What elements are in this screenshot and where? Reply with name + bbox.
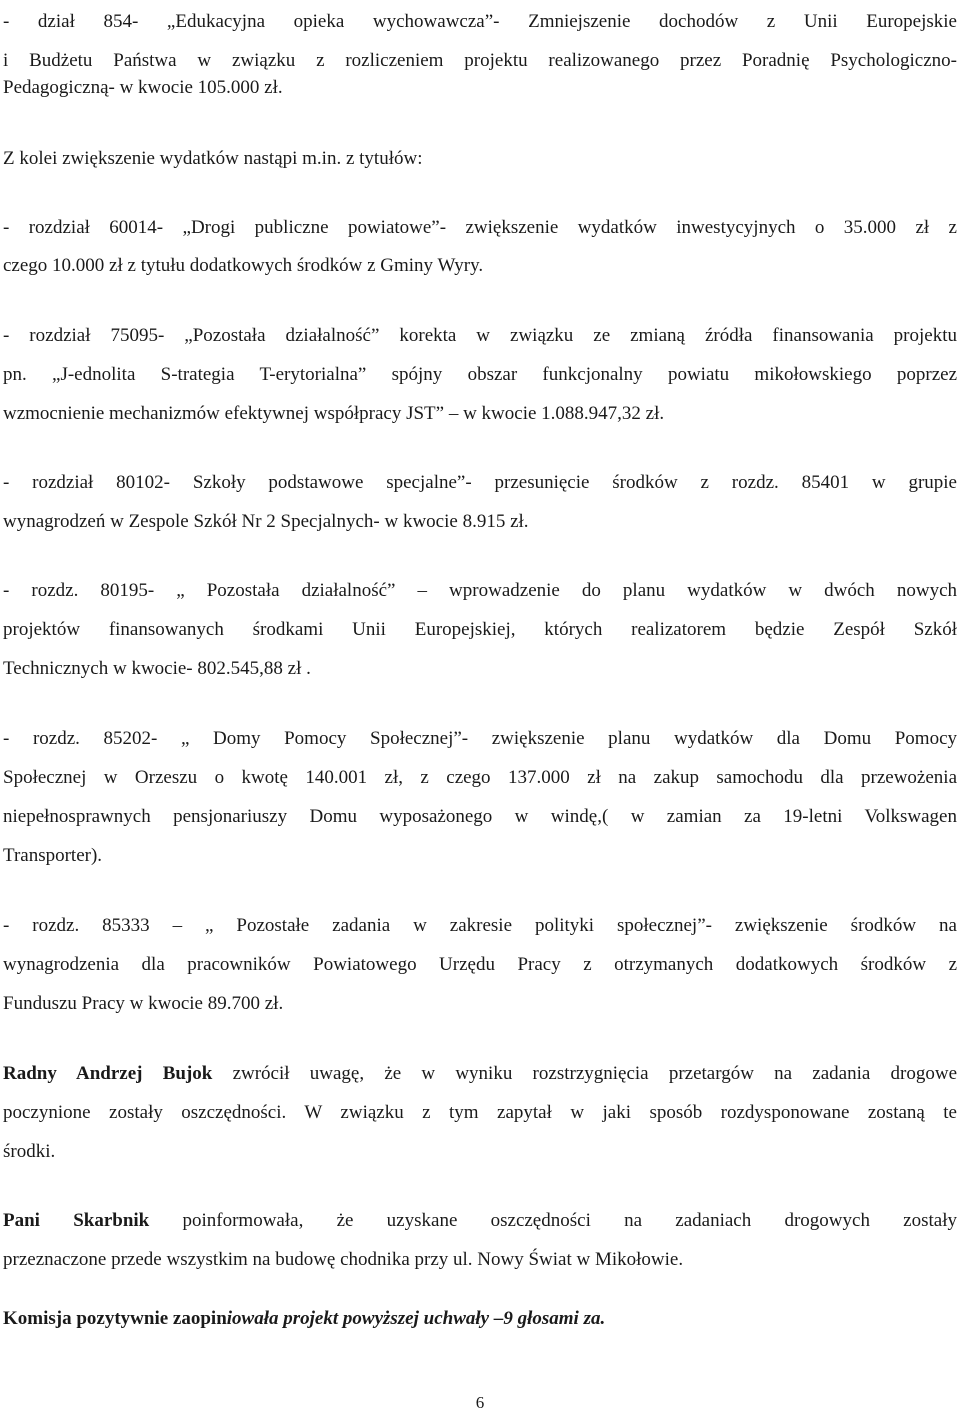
text-segment: poinformowała, że uzyskane oszczędności na zadaniach drogowych zostały [149, 1210, 958, 1231]
text-line: Transporter). [3, 845, 103, 866]
text-line: przeznaczone przede wszystkim na budowę chodnika przy ul. Nowy Świat w Mikołowie. [3, 1249, 684, 1270]
skarbnik-line [3, 1210, 957, 1232]
text-line: pn. „J-ednolita S-trategia T-erytorialna” spójny obszar funkcjonalny powiatu mikołowskiego poprzez [3, 364, 957, 385]
text-line: - rozdz. 80195- „ Pozostała działalność” – wprowadzenie do planu wydatków w dwóch nowych [3, 580, 957, 601]
text-line: projektów finansowanych środkami Unii Europejskiej, których realizatorem będzie Zespół Szkół [3, 619, 957, 640]
text-line: wynagrodzenia dla pracowników Powiatowego Urzędu Pracy z otrzymanych dodatkowych środków z [3, 954, 957, 975]
text-line: - rozdz. 85333 – „ Pozostałe zadania w zakresie polityki społecznej”- zwiększenie środków na [3, 915, 957, 936]
conclusion-line [3, 1308, 957, 1330]
text-line: Z kolei zwiększenie wydatków nastąpi m.in. z tytułów: [3, 148, 423, 169]
text-line: - rozdział 60014- „Drogi publiczne powiatowe”- zwiększenie wydatków inwestycyjnych o 35.000 zł z [3, 217, 957, 238]
text-line: Społecznej w Orzeszu o kwotę 140.001 zł, z czego 137.000 zł na zakup samochodu dla przewożenia [3, 767, 957, 788]
text-line: poczynione zostały oszczędności. W związku z tym zapytał w jaki sposób rozdysponowane zostaną te [3, 1102, 957, 1123]
text-line: Technicznych w kwocie- 802.545,88 zł . [3, 658, 311, 679]
text-line: wzmocnienie mechanizmów efektywnej współpracy JST” – w kwocie 1.088.947,32 zł. [3, 403, 665, 424]
text-line: - dział 854- „Edukacyjna opieka wychowawcza”- Zmniejszenie dochodów z Unii Europejskie [3, 11, 957, 32]
text-line: wynagrodzeń w Zespole Szkół Nr 2 Specjalnych- w kwocie 8.915 zł. [3, 511, 529, 532]
text-line: i Budżetu Państwa w związku z rozliczeniem projektu realizowanego przez Poradnię Psychologiczno- [3, 50, 957, 71]
conclusion-bold: Komisja pozytywnie zaopin [3, 1308, 227, 1329]
radny-line [3, 1063, 957, 1085]
text-line: - rozdz. 85202- „ Domy Pomocy Społecznej”- zwiększenie planu wydatków dla Domu Pomocy [3, 728, 957, 749]
text-line: Pedagogiczną- w kwocie 105.000 zł. [3, 77, 283, 98]
page-number: 6 [475, 1393, 485, 1412]
text-segment: zwrócił uwagę, że w wyniku rozstrzygnięcia przetargów na zadania drogowe [212, 1063, 958, 1084]
speaker-name: Pani Skarbnik [3, 1210, 150, 1231]
text-line: czego 10.000 zł z tytułu dodatkowych środków z Gminy Wyry. [3, 255, 484, 276]
text-line: Funduszu Pracy w kwocie 89.700 zł. [3, 993, 284, 1014]
text-line: - rozdział 75095- „Pozostała działalność” korekta w związku ze zmianą źródła finansowania projektu [3, 325, 957, 346]
text-line: niepełnosprawnych pensjonariuszy Domu wyposażonego w windę,( w zamian za 19-letni Volkswagen [3, 806, 957, 827]
conclusion-bold-italic: iowała projekt powyższej uchwały –9 głosami za. [226, 1308, 606, 1329]
speaker-name: Radny Andrzej Bujok [3, 1063, 213, 1084]
text-line: - rozdział 80102- Szkoły podstawowe specjalne”- przesunięcie środków z rozdz. 85401 w grupie [3, 472, 957, 493]
text-line: środki. [3, 1141, 56, 1162]
